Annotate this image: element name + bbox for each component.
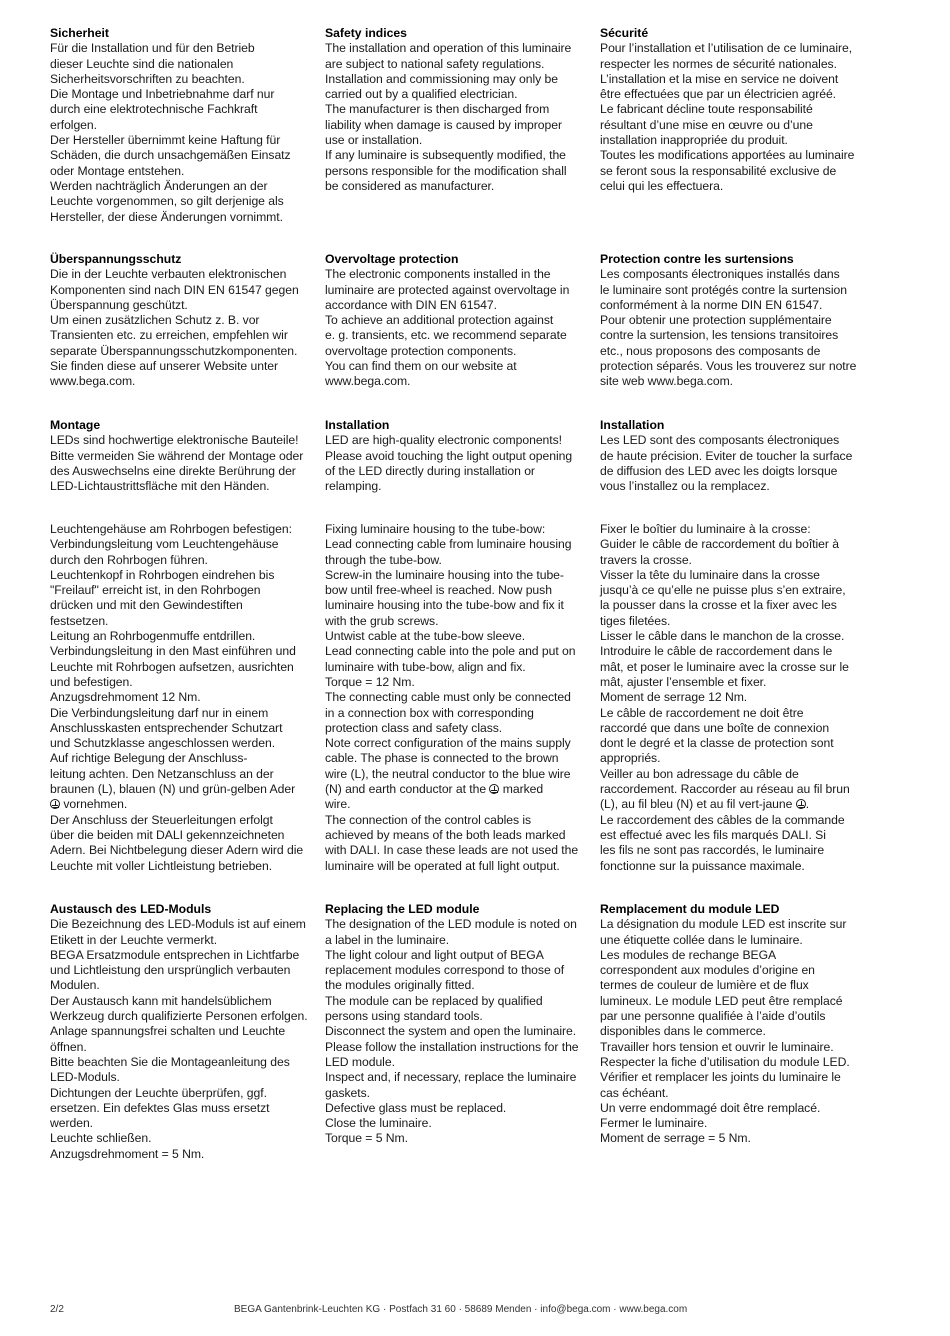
text-line: raccordé que dans une boîte de connexion [600, 720, 830, 735]
text-line: Anschlusskasten entsprechender Schutzart [50, 720, 283, 735]
section-mounting-steps [325, 522, 578, 874]
text-line: werden. [50, 1116, 94, 1131]
text-line: de diffusion des LED avec les doigts lorsque [600, 463, 838, 478]
text-line: La désignation du module LED est inscrite sur [600, 917, 847, 932]
section-safety [600, 26, 854, 194]
text-line: Bitte vermeiden Sie während der Montage oder [50, 448, 304, 463]
text-line: Leuchtenkopf in Rohrbogen eindrehen bis [50, 567, 275, 582]
text-line: une étiquette collée dans le luminaire. [600, 932, 803, 947]
text-line: Les modules de rechange BEGA [600, 947, 777, 962]
text-line: par une personne qualifiée à l’aide d’outils [600, 1009, 826, 1024]
section-title: Montage [50, 418, 101, 432]
text-line: Hersteller, der diese Änderungen vornimmt. [50, 209, 283, 224]
section-title: Remplacement du module LED [600, 902, 780, 916]
footer-address: BEGA Gantenbrink-Leuchten KG · Postfach 31 60 · 58689 Menden · info@bega.com · www.bega.com [234, 1304, 688, 1315]
text-line: To achieve an additional protection against [325, 313, 554, 328]
text-line: Leuchte mit Rohrbogen aufsetzen, ausrichten [50, 659, 294, 674]
text-line: Moment de serrage 12 Nm. [600, 690, 748, 705]
text-line: Pour obtenir une protection supplémentaire [600, 313, 832, 328]
text-line: Torque = 12 Nm. [325, 674, 415, 689]
text-line: www.bega.com. [325, 374, 411, 389]
text-line: Untwist cable at the tube-bow sleeve. [325, 629, 526, 644]
text-line: liability when damage is caused by improper [325, 117, 562, 132]
text-line: vous l’installez ou la remplacez. [600, 479, 770, 494]
text-line: Travailler hors tension et ouvrir le luminaire. [600, 1039, 834, 1054]
text-line: The designation of the LED module is noted on [325, 917, 577, 932]
text-line: Le fabricant décline toute responsabilité [600, 102, 813, 117]
text-line: Der Anschluss der Steuerleitungen erfolgt [50, 812, 273, 827]
ground-symbol-icon [796, 799, 806, 809]
text-line: drücken und mit den Gewindestiften [50, 598, 243, 613]
text-line: wire. [325, 797, 351, 812]
section-overvoltage [50, 252, 299, 390]
text-line: (N) and earth conductor at the marked [325, 782, 544, 797]
text-line: Um einen zusätzlichen Schutz z. B. vor [50, 313, 260, 328]
text-line: The manufacturer is then discharged from [325, 102, 550, 117]
text-line: Komponenten sind nach DIN EN 61547 gegen [50, 282, 299, 297]
text-line: termes de couleur de lumière et de flux [600, 978, 809, 993]
text-line: Der Austausch kann mit handelsüblichem [50, 993, 272, 1008]
text-line: www.bega.com. [50, 374, 136, 389]
text-line: Transienten etc. zu erreichen, empfehlen wir [50, 328, 288, 343]
text-line: le luminaire sont protégés contre la surtension [600, 282, 847, 297]
text-line: öffnen. [50, 1039, 87, 1054]
section-installation-notes [600, 418, 852, 494]
text-line: bow until free-wheel is reached. Now push [325, 583, 552, 598]
text-line: Für die Installation und für den Betrieb [50, 41, 255, 56]
text-line: Defective glass must be replaced. [325, 1100, 507, 1115]
text-line: dieser Leuchte sind die nationalen [50, 56, 234, 71]
text-line: Lead connecting cable from luminaire housing [325, 537, 572, 552]
text-line: raccordement. Raccorder au réseau au fil brun [600, 782, 850, 797]
text-line: fonctionne sur la puissance maximale. [600, 858, 805, 873]
text-line: of the LED directly during installation or [325, 463, 535, 478]
section-safety [325, 26, 571, 194]
text-line: contre la surtension, les tensions transitoires [600, 328, 839, 343]
section-title: Sicherheit [50, 26, 109, 40]
text-line: Dichtungen der Leuchte überprüfen, ggf. [50, 1085, 267, 1100]
ground-symbol-icon [50, 799, 60, 809]
text-line: Anlage spannungsfrei schalten und Leuchte [50, 1024, 286, 1039]
text-line: disponibles dans le commerce. [600, 1024, 766, 1039]
section-title: Austausch des LED-Moduls [50, 902, 212, 916]
section-title: Protection contre les surtensions [600, 252, 794, 266]
section-safety [50, 26, 291, 225]
text-line: jusqu’à ce qu’elle ne puisse plus s’en extraire, [600, 583, 846, 598]
section-mounting-steps [600, 522, 850, 874]
text-line: Le câble de raccordement ne doit être [600, 705, 804, 720]
text-line: luminaire will be operated at full light output. [325, 858, 560, 873]
text-line: The light colour and light output of BEGA [325, 947, 544, 962]
text-line: Guider le câble de raccordement du boîtier à [600, 537, 839, 552]
text-line: résultant d’une mise en œuvre ou d’une [600, 117, 813, 132]
ground-symbol-icon [489, 784, 499, 794]
text-line: Fixing luminaire housing to the tube-bow: [325, 522, 546, 536]
text-line: with the grub screws. [325, 613, 439, 628]
text-line: LED-Moduls. [50, 1070, 120, 1085]
text-line: The electronic components installed in the [325, 267, 551, 282]
text-line: und Schutzklasse angeschlossen werden. [50, 736, 276, 751]
text-line: durch eine elektrotechnische Fachkraft [50, 102, 258, 117]
text-line: correspondent aux modules d’origine en [600, 963, 815, 978]
text-line: Verbindungsleitung in den Mast einführen und [50, 644, 296, 659]
text-line: The connecting cable must only be connected [325, 690, 571, 705]
text-line: protection séparés. Vous les trouverez sur notre [600, 359, 857, 374]
text-line: "Freilauf" erreicht ist, in den Rohrbogen [50, 583, 261, 598]
text-line: respecter les normes de sécurité nationales. [600, 56, 837, 71]
text-line: Leuchte schließen. [50, 1131, 152, 1146]
text-line: achieved by means of the both leads marked [325, 827, 566, 842]
text-line: de haute précision. Eviter de toucher la surface [600, 448, 853, 463]
text-line: travers la crosse. [600, 552, 692, 567]
text-line: use or installation. [325, 133, 423, 148]
text-line: LEDs sind hochwertige elektronische Bauteile! [50, 433, 299, 448]
text-line: are subject to national safety regulations. [325, 56, 545, 71]
text-line: Please avoid touching the light output opening [325, 448, 573, 463]
text-line: Anzugsdrehmoment = 5 Nm. [50, 1146, 205, 1161]
text-line: Disconnect the system and open the luminaire. [325, 1024, 577, 1039]
text-line: ersetzen. Ein defektes Glas muss ersetzt [50, 1100, 270, 1115]
text-line: Leuchte vorgenommen, so gilt derjenige als [50, 194, 284, 209]
page-number: 2/2 [50, 1304, 64, 1315]
text-line: Werden nachträglich Änderungen an der [50, 178, 268, 193]
text-line: Verbindungsleitung vom Leuchtengehäuse [50, 537, 279, 552]
text-line: Adern. Bei Nichtbelegung dieser Adern wird die [50, 843, 304, 858]
text-line: Torque = 5 Nm. [325, 1131, 408, 1146]
text-line: You can find them on our website at [325, 359, 517, 374]
text-line: cas échéant. [600, 1085, 669, 1100]
text-line: Die Verbindungsleitung darf nur in einem [50, 705, 269, 720]
text-line: site web www.bega.com. [600, 374, 734, 389]
text-line: LED module. [325, 1054, 395, 1069]
text-line: Lead connecting cable into the pole and put on [325, 644, 576, 659]
text-line: L’installation et la mise en service ne doivent [600, 71, 839, 86]
text-line: se feront sous la responsabilité exclusive de [600, 163, 837, 178]
text-line: the modules originally fitted. [325, 978, 475, 993]
text-line: être effectuées que par un électricien agréé. [600, 87, 837, 102]
text-line: Bitte beachten Sie die Montageanleitung des [50, 1054, 290, 1069]
text-line: Note correct configuration of the mains supply [325, 736, 571, 751]
section-title: Installation [600, 418, 665, 432]
text-line: Sicherheitsvorschriften zu beachten. [50, 71, 245, 86]
section-led-module-replacement [325, 902, 579, 1147]
section-overvoltage [600, 252, 856, 390]
text-line: Fermer le luminaire. [600, 1116, 708, 1131]
text-line: etc., nous proposons des composants de [600, 343, 821, 358]
text-line: lumineux. Le module LED peut être remplacé [600, 993, 843, 1008]
section-overvoltage [325, 252, 569, 390]
text-line: les fils ne sont pas raccordés, le luminaire [600, 843, 825, 858]
text-line: relamping. [325, 479, 382, 494]
text-line: mât, et poser le luminaire avec la crosse sur le [600, 659, 849, 674]
section-title: Überspannungsschutz [50, 252, 182, 266]
section-installation-notes [50, 418, 303, 494]
text-line: dont le degré et la classe de protection sont [600, 736, 834, 751]
text-line: If any luminaire is subsequently modified, the [325, 148, 566, 163]
text-line: luminaire are protected against overvoltage in [325, 282, 570, 297]
text-line: Lisser le câble dans le manchon de la crosse. [600, 629, 845, 644]
text-line: Vérifier et remplacer les joints du luminaire le [600, 1070, 841, 1085]
text-line: Auf richtige Belegung der Anschluss- [50, 751, 248, 766]
section-mounting-steps [50, 522, 303, 874]
text-line: Die in der Leuchte verbauten elektronischen [50, 267, 287, 282]
text-line: Veiller au bon adressage du câble de [600, 766, 799, 781]
text-line: mât, ajuster l’ensemble et fixer. [600, 674, 767, 689]
section-title: Installation [325, 418, 390, 432]
text-line: Respecter la fiche d’utilisation du module LED. [600, 1054, 850, 1069]
text-line: persons responsible for the modification shall [325, 163, 567, 178]
text-line: Toutes les modifications apportées au luminaire [600, 148, 855, 163]
text-line: vornehmen. [50, 797, 303, 812]
text-line: luminaire with tube-bow, align and fix. [325, 659, 526, 674]
text-line: wire (L), the neutral conductor to the blue wire [325, 766, 571, 781]
text-line: des Auswechselns eine direkte Berührung der [50, 463, 296, 478]
text-line: overvoltage protection components. [325, 343, 517, 358]
section-title: Overvoltage protection [325, 252, 459, 266]
text-line: appropriés. [600, 751, 661, 766]
text-line: The installation and operation of this luminaire [325, 41, 572, 56]
text-line: über die beiden mit DALI gekennzeichneten [50, 827, 285, 842]
text-line: be considered as manufacturer. [325, 178, 495, 193]
text-line: erfolgen. [50, 117, 97, 132]
text-line: gaskets. [325, 1085, 370, 1100]
text-line: Anzugsdrehmoment 12 Nm. [50, 690, 201, 705]
text-line: und Lichtleistung den ursprünglich verbauten [50, 963, 291, 978]
text-line: Leitung an Rohrbogenmuffe entdrillen. [50, 629, 256, 644]
text-line: Leuchte mit voller Lichtleistung betrieben. [50, 858, 273, 873]
text-line: Modulen. [50, 978, 100, 993]
text-line: celui qui les effectuera. [600, 178, 724, 193]
text-line: e. g. transients, etc. we recommend separate [325, 328, 567, 343]
text-line: LED are high-quality electronic components! [325, 433, 562, 448]
text-line: Die Montage und Inbetriebnahme darf nur [50, 87, 275, 102]
text-line: The connection of the control cables is [325, 812, 532, 827]
text-line: Fixer le boîtier du luminaire à la crosse: [600, 522, 811, 536]
text-line: tiges filetées. [600, 613, 671, 628]
text-line: Screw-in the luminaire housing into the tube- [325, 567, 564, 582]
text-line: The module can be replaced by qualified [325, 993, 543, 1008]
text-line: durch den Rohrbogen führen. [50, 552, 208, 567]
section-title: Replacing the LED module [325, 902, 480, 916]
text-line: Installation and commissioning may only be [325, 71, 558, 86]
text-line: separate Überspannungsschutzkomponenten. [50, 343, 298, 358]
section-led-module-replacement [600, 902, 850, 1147]
section-title: Sécurité [600, 26, 649, 40]
text-line: Please follow the installation instructions for the [325, 1039, 579, 1054]
text-line: luminaire housing into the tube-bow and fix it [325, 598, 564, 613]
text-line: la pousser dans la crosse et la fixer avec les [600, 598, 837, 613]
text-line: in a connection box with corresponding [325, 705, 534, 720]
text-line: Inspect and, if necessary, replace the luminaire [325, 1070, 577, 1085]
text-line: oder Montage entstehen. [50, 163, 185, 178]
text-line: Moment de serrage = 5 Nm. [600, 1131, 751, 1146]
text-line: Close the luminaire. [325, 1116, 432, 1131]
text-line: festsetzen. [50, 613, 109, 628]
text-line: Visser la tête du luminaire dans la crosse [600, 567, 820, 582]
text-line: with DALI. In case these leads are not used the [325, 843, 579, 858]
text-line: conformément à la norme DIN EN 61547. [600, 297, 823, 312]
text-line: accordance with DIN EN 61547. [325, 297, 497, 312]
text-line: persons using standard tools. [325, 1009, 483, 1024]
text-line: LED-Lichtaustrittsfläche mit den Händen. [50, 479, 270, 494]
text-line: through the tube-bow. [325, 552, 442, 567]
text-line: Le raccordement des câbles de la commande [600, 812, 845, 827]
text-line: protection class and safety class. [325, 720, 503, 735]
text-line: Werkzeug durch qualifizierte Personen erfolgen. [50, 1009, 308, 1024]
section-title: Safety indices [325, 26, 407, 40]
text-line: Schäden, die durch unsachgemäßen Einsatz [50, 148, 291, 163]
text-line: carried out by a qualified electrician. [325, 87, 518, 102]
text-line: est effectué avec les fils marqués DALI. Si [600, 827, 826, 842]
text-line: Un verre endommagé doit être remplacé. [600, 1100, 821, 1115]
text-line: (L), au fil bleu (N) et au fil vert-jaune . [600, 797, 810, 812]
section-installation-notes [325, 418, 572, 494]
text-line: Der Hersteller übernimmt keine Haftung für [50, 133, 281, 148]
text-line: Sie finden diese auf unserer Website unter [50, 359, 279, 374]
text-line: cable. The phase is connected to the brown [325, 751, 559, 766]
text-line: replacement modules correspond to those of [325, 963, 565, 978]
text-line: installation inappropriée du produit. [600, 133, 788, 148]
text-line: Introduire le câble de raccordement dans le [600, 644, 833, 659]
text-line: Überspannung geschützt. [50, 297, 188, 312]
text-line: a label in the luminaire. [325, 932, 450, 947]
text-line: BEGA Ersatzmodule entsprechen in Lichtfarbe [50, 947, 300, 962]
text-line: Die Bezeichnung des LED-Moduls ist auf einem [50, 917, 306, 932]
text-line: Les LED sont des composants électroniques [600, 433, 840, 448]
text-line: Les composants électroniques installés dans [600, 267, 840, 282]
text-line: Leuchtengehäuse am Rohrbogen befestigen: [50, 522, 292, 536]
text-line: braunen (L), blauen (N) und grün-gelben Ader [50, 782, 296, 797]
text-line: leitung achten. Den Netzanschluss an der [50, 766, 274, 781]
text-line: Etikett in der Leuchte vermerkt. [50, 932, 218, 947]
text-line: Pour l’installation et l’utilisation de ce luminaire, [600, 41, 853, 56]
text-line: und befestigen. [50, 674, 133, 689]
section-led-module-replacement [50, 902, 308, 1162]
